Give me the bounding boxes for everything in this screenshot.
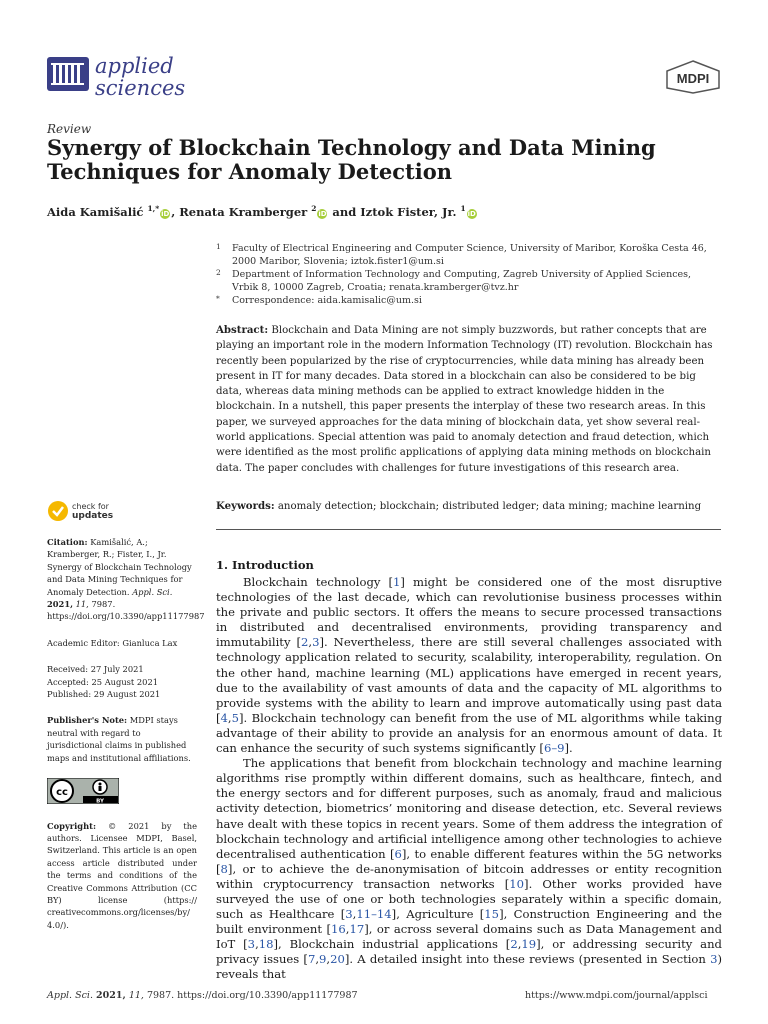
dates-block <box>47 663 197 700</box>
body-text-run: ]. A detailed insight into these reviews (presented in Section <box>344 952 711 967</box>
copyright-block <box>47 820 197 932</box>
affiliation-item <box>216 294 716 307</box>
keywords <box>216 499 721 514</box>
body-text-run: ], or to achieve the de-anonymisation of bitcoin addresses or entity recognition within cryptocurrency transaction networks [ <box>216 861 722 891</box>
footer-citation <box>47 990 358 1001</box>
body-paragraph <box>216 756 722 982</box>
author-affiliation-sup: 2 <box>311 204 317 213</box>
body-text-run: , <box>326 952 331 967</box>
author-separator: and <box>328 204 361 219</box>
affiliation-number: * <box>216 294 220 303</box>
citation-link[interactable]: 2 <box>510 937 518 952</box>
citation-link[interactable]: 18 <box>258 937 274 952</box>
section-title: 1. Introduction <box>216 558 314 572</box>
affiliation-item <box>216 242 716 268</box>
svg-text:cc: cc <box>56 787 68 799</box>
citation-link[interactable]: 8 <box>220 861 228 876</box>
body-text-run: ] might be considered one of the most disruptive technologies of the last decade, which can revolutionise business processes within the private and public sectors. It offers the means to secure processed transactions in distributed and decentralised environments, providing transparency and immutability [ <box>216 575 722 650</box>
footer-year: 2021, <box>96 990 126 1001</box>
cc-by-badge[interactable] <box>47 778 197 807</box>
body-text-run: ], or across several domains such as Data Management and IoT [ <box>216 922 722 952</box>
citation-journal: Appl. Sci. <box>132 586 173 597</box>
affiliation-number: 1 <box>216 242 221 251</box>
citation-link[interactable]: 9 <box>319 952 327 967</box>
citation-link[interactable]: 11–14 <box>356 907 392 922</box>
affiliation-text: Correspondence: aida.kamisalic@um.si <box>232 295 422 306</box>
citation-label: Citation: <box>47 537 88 547</box>
keywords-text: anomaly detection; blockchain; distributed ledger; data mining; machine learning <box>277 501 702 512</box>
citation-block <box>47 536 205 623</box>
footer-journal: Appl. Sci. <box>47 990 93 1001</box>
publisher-logo[interactable] <box>665 60 721 98</box>
citation-link[interactable]: 15 <box>484 907 500 922</box>
publisher-note-text: MDPI stays neutral with regard to jurisdictional claims in published maps and institutional affiliations. <box>47 715 191 763</box>
affiliation-text: Department of Information Technology and Computing, Zagreb University of Applied Sciences, Vrbik 8, 10000 Zagreb, Croatia; renata.kramberger@tvz.hr <box>232 269 692 293</box>
footer-volume: 11, <box>128 990 144 1001</box>
citation-doi[interactable]: 7987. https://doi.org/10.3390/app11177987 <box>47 599 205 622</box>
citation-link[interactable]: 5 <box>231 710 239 725</box>
check-for-updates-button[interactable] <box>47 500 197 522</box>
publisher-note <box>47 714 197 764</box>
body-text-run: ]. Other works provided have surveyed the use of one or both technologies separately within a specific domain, such as Healthcare [ <box>216 876 722 922</box>
author-name: Renata Kramberger <box>179 204 312 219</box>
abstract-label: Abstract: <box>216 324 269 336</box>
body-text-run: , <box>352 907 357 922</box>
citation-link[interactable]: 10 <box>509 876 525 891</box>
author-affiliation-sup: 1,* <box>147 204 160 213</box>
body-text-run: ]. <box>564 741 573 756</box>
academic-editor: Academic Editor: Gianluca Lax <box>47 637 178 648</box>
orcid-icon[interactable]: iD <box>161 209 170 218</box>
body-text-run: , <box>308 635 313 650</box>
check-updates-icon <box>47 500 69 522</box>
citation-link[interactable]: 1 <box>393 575 401 589</box>
article-type: Review <box>47 122 92 136</box>
body-text-run: ], or addressing security and privacy issues [ <box>216 937 722 967</box>
check-updates-line1: check for <box>72 501 109 511</box>
author-list <box>47 204 478 219</box>
svg-text:MDPI: MDPI <box>676 71 710 86</box>
body-text-run: , <box>517 937 522 952</box>
citation-link[interactable]: 4 <box>220 710 228 725</box>
body-text-run: ) reveals that <box>216 952 722 982</box>
keywords-label: Keywords: <box>216 500 275 512</box>
author-name: Iztok Fister, Jr. <box>360 204 461 219</box>
footer-journal-url[interactable]: https://www.mdpi.com/journal/applsci <box>525 990 708 1001</box>
citation-link[interactable]: 6 <box>394 846 402 861</box>
body-text-run: Blockchain technology [ <box>243 575 393 589</box>
author-name: Aida Kamišalić <box>47 204 148 219</box>
orcid-icon[interactable]: iD <box>318 209 327 218</box>
body-text-run: , <box>255 937 259 952</box>
received-date: Received: 27 July 2021 <box>47 664 144 675</box>
journal-name-line2: sciences <box>95 76 186 100</box>
affiliations <box>216 242 716 307</box>
body-text-run: ]. Blockchain technology can benefit from the use of ML algorithms while taking advantage of their ability to provide an analysis for an enormous amount of data. It can enhance the security of such systems significantly [ <box>216 710 722 756</box>
citation-link[interactable]: 19 <box>521 937 537 952</box>
citation-link[interactable]: 3 <box>710 952 718 967</box>
citation-link[interactable]: 17 <box>349 922 365 937</box>
abstract-text: Blockchain and Data Mining are not simply buzzwords, but rather concepts that are playing an important role in the modern Information Technology (IT) revolution. Blockchain has recently been popularized by the rise of cryptocurrencies, while data mining has already been present in IT for many decades. Data stored in a blockchain can also be considered to be big data, whereas data mining methods can be applied to extract knowledge hidden in the blockchain. In a nutshell, this paper presents the interplay of these two research areas. In this paper, we surveyed approaches for the data mining of blockchain data, yet show several real-world applications. Special attention was paid to anomaly detection and fraud detection, which were identified as the most prolific applications of applying data mining methods on blockchain data. The paper concludes with challenges for future investigations of this research area. <box>216 325 713 474</box>
body-text-run: The applications that benefit from blockchain technology and machine learning algorithms rise promptly within different domains, such as healthcare, fintech, and the energy sectors and for different purposes, such as anomaly, fraud and malicious activity detection, biometrics’ monitoring and disease detection, etc. Several reviews have dealt with these topics in recent years. Some of them address the integration of blockchain technology and artificial intelligence among other technologies to achieve decentralised authentication [ <box>216 756 722 861</box>
sidebar <box>47 500 205 945</box>
affiliation-number: 2 <box>216 268 221 277</box>
citation-link[interactable]: 6–9 <box>543 741 565 756</box>
citation-link[interactable]: 7 <box>307 952 316 967</box>
body-text-run: ], Blockchain industrial applications [ <box>273 937 511 952</box>
paper-title: Synergy of Blockchain Technology and Data Mining Techniques for Anomaly Detection <box>47 135 656 184</box>
citation-link[interactable]: 16 <box>330 922 346 937</box>
citation-volume: 11, <box>75 599 89 610</box>
published-date: Published: 29 August 2021 <box>47 689 161 700</box>
affiliation-text: Faculty of Electrical Engineering and Computer Science, University of Maribor, Koroška Cesta 46, 2000 Maribor, Slovenia; iztok.fister1@um.si <box>232 243 707 267</box>
orcid-icon[interactable]: iD <box>467 209 476 218</box>
affiliation-item <box>216 268 716 294</box>
author-separator: , <box>171 204 180 219</box>
journal-logo[interactable] <box>47 55 185 99</box>
body-text <box>216 575 722 983</box>
cc-by-icon <box>47 778 119 804</box>
publisher-note-label: Publisher's Note: <box>47 715 128 726</box>
citation-text: Kamišalić, A.; Kramberger, R.; Fister, I., Jr. Synergy of Blockchain Technology and Data Mining Techniques for Anomaly Detection. <box>47 537 192 597</box>
journal-icon <box>47 57 89 91</box>
citation-link[interactable]: 3 <box>312 635 320 650</box>
divider <box>216 529 721 530</box>
copyright-text: © 2021 by the authors. Licensee MDPI, Basel, Switzerland. This article is an open access article distributed under the terms and conditions of the Creative Commons Attribution (CC BY) license (https:// creativecommons.org/licenses/by/ 4.0/). <box>47 820 197 930</box>
body-text-run: ], Agriculture [ <box>391 907 485 922</box>
citation-link[interactable]: 3 <box>345 907 353 922</box>
svg-text:BY: BY <box>96 798 104 805</box>
check-updates-line2: updates <box>72 510 114 521</box>
citation-year: 2021, <box>47 599 73 610</box>
citation-link[interactable]: 20 <box>330 952 345 967</box>
body-text-run: , <box>345 922 350 937</box>
citation-link[interactable]: 3 <box>247 937 256 952</box>
body-text-run: ]. Nevertheless, there are still several challenges associated with technology application related to security, scalability, interoperability, regulation. On the other hand, machine learning (ML) applications have emerged in recent years, due to the availability of vast amounts of data and the capacity of ML algorithms to provide systems with the ability to learn and improve automatically using past data [ <box>216 635 722 725</box>
body-paragraph <box>216 575 722 756</box>
mdpi-logo-icon <box>665 60 721 94</box>
author-affiliation-sup: 1 <box>460 204 466 213</box>
body-text-run: , <box>227 710 232 725</box>
body-text-run: ], Construction Engineering and the built environment [ <box>216 907 722 937</box>
footer-doi[interactable]: 7987. https://doi.org/10.3390/app11177987 <box>146 990 358 1001</box>
copyright-label: Copyright: <box>47 820 97 831</box>
body-text-run: , <box>315 952 320 967</box>
abstract <box>216 323 721 476</box>
citation-link[interactable]: 2 <box>301 635 309 650</box>
body-text-run: ], to enable different features within the 5G networks [ <box>216 846 722 876</box>
journal-name-line1: applied <box>95 54 174 78</box>
accepted-date: Accepted: 25 August 2021 <box>47 676 159 687</box>
